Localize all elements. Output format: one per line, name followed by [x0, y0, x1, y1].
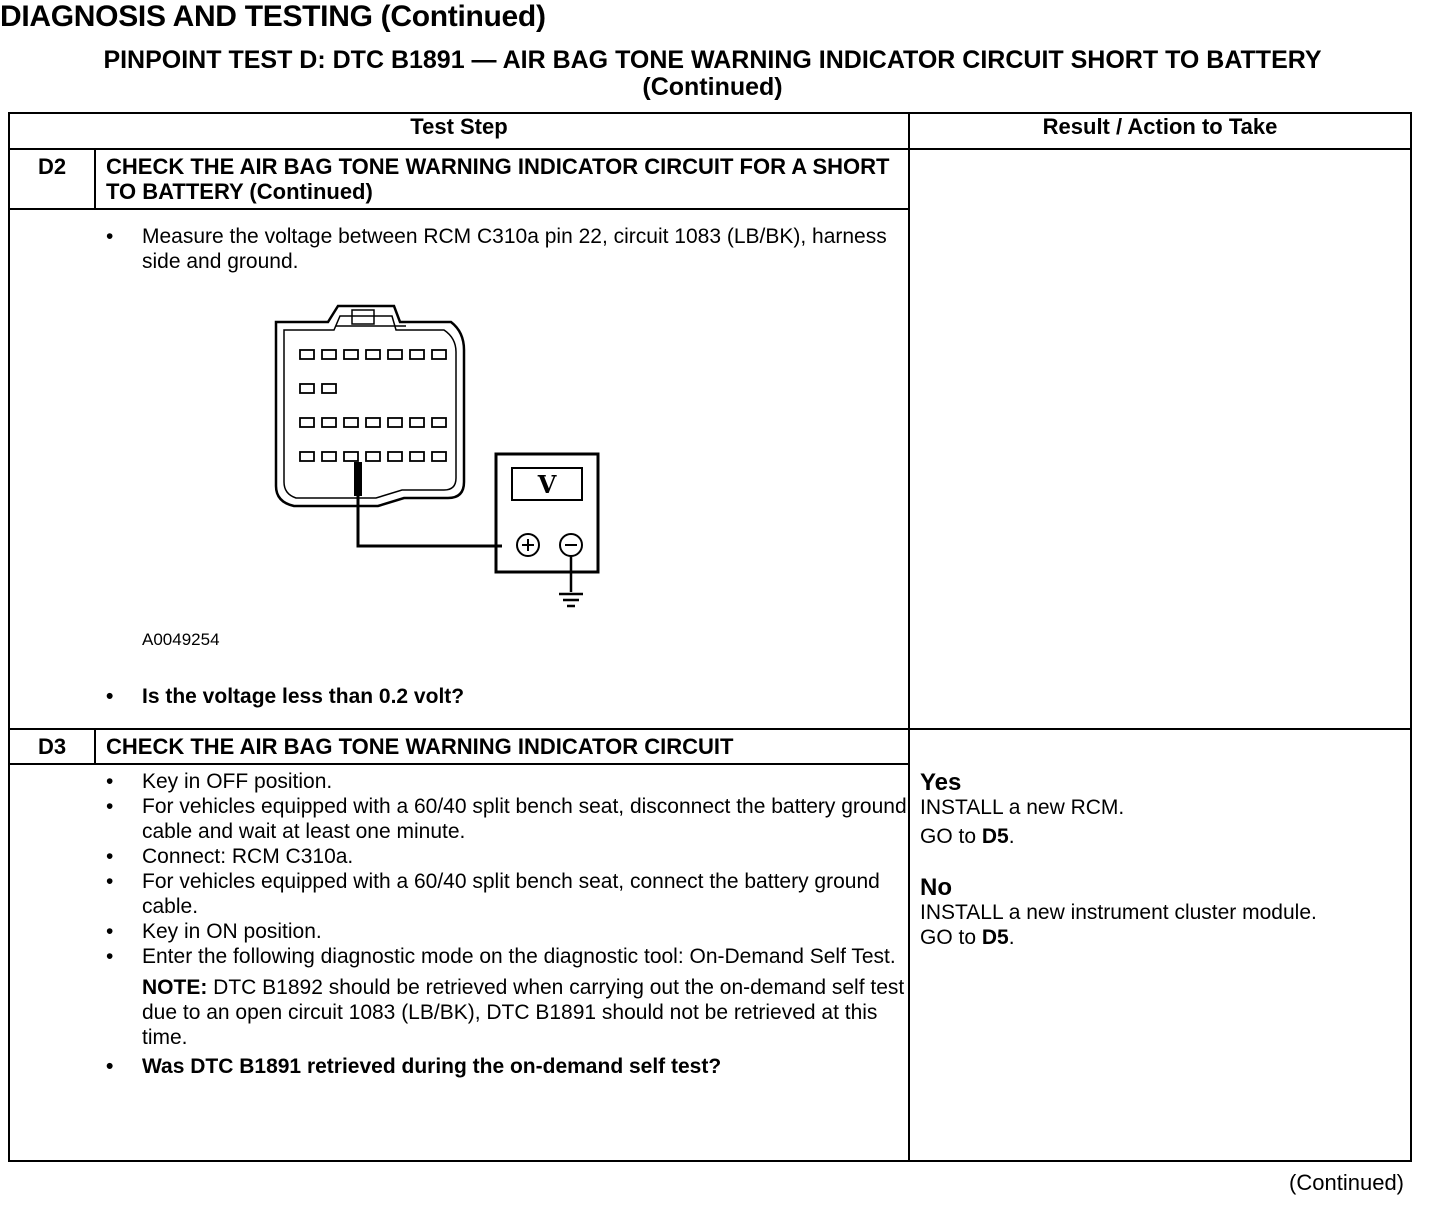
result-no-goto — [920, 925, 1410, 950]
step-id: D3 — [10, 730, 96, 763]
header-result-action: Result / Action to Take — [909, 113, 1411, 149]
step-question: • Is the voltage less than 0.2 volt? — [10, 684, 908, 709]
step-d3-row — [9, 729, 1411, 1161]
test-table — [8, 112, 1412, 1162]
connector-pins — [300, 350, 446, 461]
result-yes-label: Yes — [920, 769, 962, 796]
result-yes-goto — [920, 824, 1410, 849]
voltmeter — [496, 454, 598, 606]
goto-suffix: . — [1008, 926, 1015, 949]
list-item: • For vehicles equipped with a 60/40 split bench seat, disconnect the battery ground cable and wait at least one minute. — [10, 794, 908, 844]
step-d2-result — [909, 149, 1411, 729]
result-no-action: INSTALL a new instrument cluster module. — [920, 901, 1317, 924]
connector-voltmeter-figure — [10, 274, 908, 674]
note-label: NOTE: — [142, 976, 208, 999]
meter-label: V — [537, 470, 557, 499]
connector-housing — [276, 306, 464, 506]
ground-icon — [559, 556, 583, 606]
result-yes — [910, 770, 1410, 849]
goto-prefix: GO to — [920, 926, 982, 949]
figure-id: A0049254 — [142, 630, 220, 649]
step-id: D2 — [10, 150, 96, 208]
list-item: • Connect: RCM C310a. — [10, 844, 908, 869]
result-yes-action: INSTALL a new RCM. — [920, 796, 1125, 819]
connector-diagram — [266, 302, 606, 622]
goto-step: D5 — [981, 926, 1009, 949]
table-header-row — [9, 113, 1411, 149]
list-item: • Key in OFF position. — [10, 769, 908, 794]
list-item: • Key in ON position. — [10, 919, 908, 944]
result-no-label: No — [920, 874, 952, 901]
title-line-1: PINPOINT TEST D: DTC B1891 — AIR BAG TONE WARNING INDICATOR CIRCUIT SHORT TO BATTERY — [103, 46, 1322, 74]
step-d2-bullets — [10, 224, 908, 274]
step-question: • Was DTC B1891 retrieved during the on-demand self test? — [10, 1054, 908, 1079]
step-d2-header — [10, 150, 908, 210]
goto-step: D5 — [981, 825, 1009, 848]
step-d2-cell — [9, 149, 909, 729]
step-d3-header — [10, 730, 908, 765]
list-item: • Enter the following diagnostic mode on the diagnostic tool: On-Demand Self Test. — [10, 944, 908, 969]
note-text: DTC B1892 should be retrieved when carrying out the on-demand self test due to an open circuit 1083 (LB/BK), DTC B1891 should not be retrieved at this time. — [142, 976, 905, 1049]
page-heading: DIAGNOSIS AND TESTING (Continued) — [0, 0, 546, 33]
result-no — [910, 875, 1410, 950]
list-item: • For vehicles equipped with a 60/40 split bench seat, connect the battery ground cable. — [10, 869, 908, 919]
footer-continued: (Continued) — [1289, 1170, 1404, 1195]
step-d3-question-list — [10, 1054, 908, 1079]
step-title: CHECK THE AIR BAG TONE WARNING INDICATOR CIRCUIT — [106, 734, 734, 759]
title-line-2: (Continued) — [642, 73, 783, 101]
step-d3-result — [909, 729, 1411, 1161]
header-test-step: Test Step — [9, 113, 909, 149]
test-probe — [354, 462, 502, 546]
step-d2-question-list — [10, 684, 908, 709]
goto-suffix: . — [1008, 825, 1015, 848]
step-title: CHECK THE AIR BAG TONE WARNING INDICATOR CIRCUIT FOR A SHORT TO BATTERY (Continued) — [106, 154, 890, 204]
step-d2-row — [9, 149, 1411, 729]
list-item: • Measure the voltage between RCM C310a pin 22, circuit 1083 (LB/BK), harness side and ground. — [10, 224, 908, 274]
pinpoint-test-title — [10, 47, 1415, 101]
goto-prefix: GO to — [920, 825, 982, 848]
step-note — [10, 975, 908, 1050]
step-d3-cell — [9, 729, 909, 1161]
step-d3-bullets — [10, 769, 908, 969]
